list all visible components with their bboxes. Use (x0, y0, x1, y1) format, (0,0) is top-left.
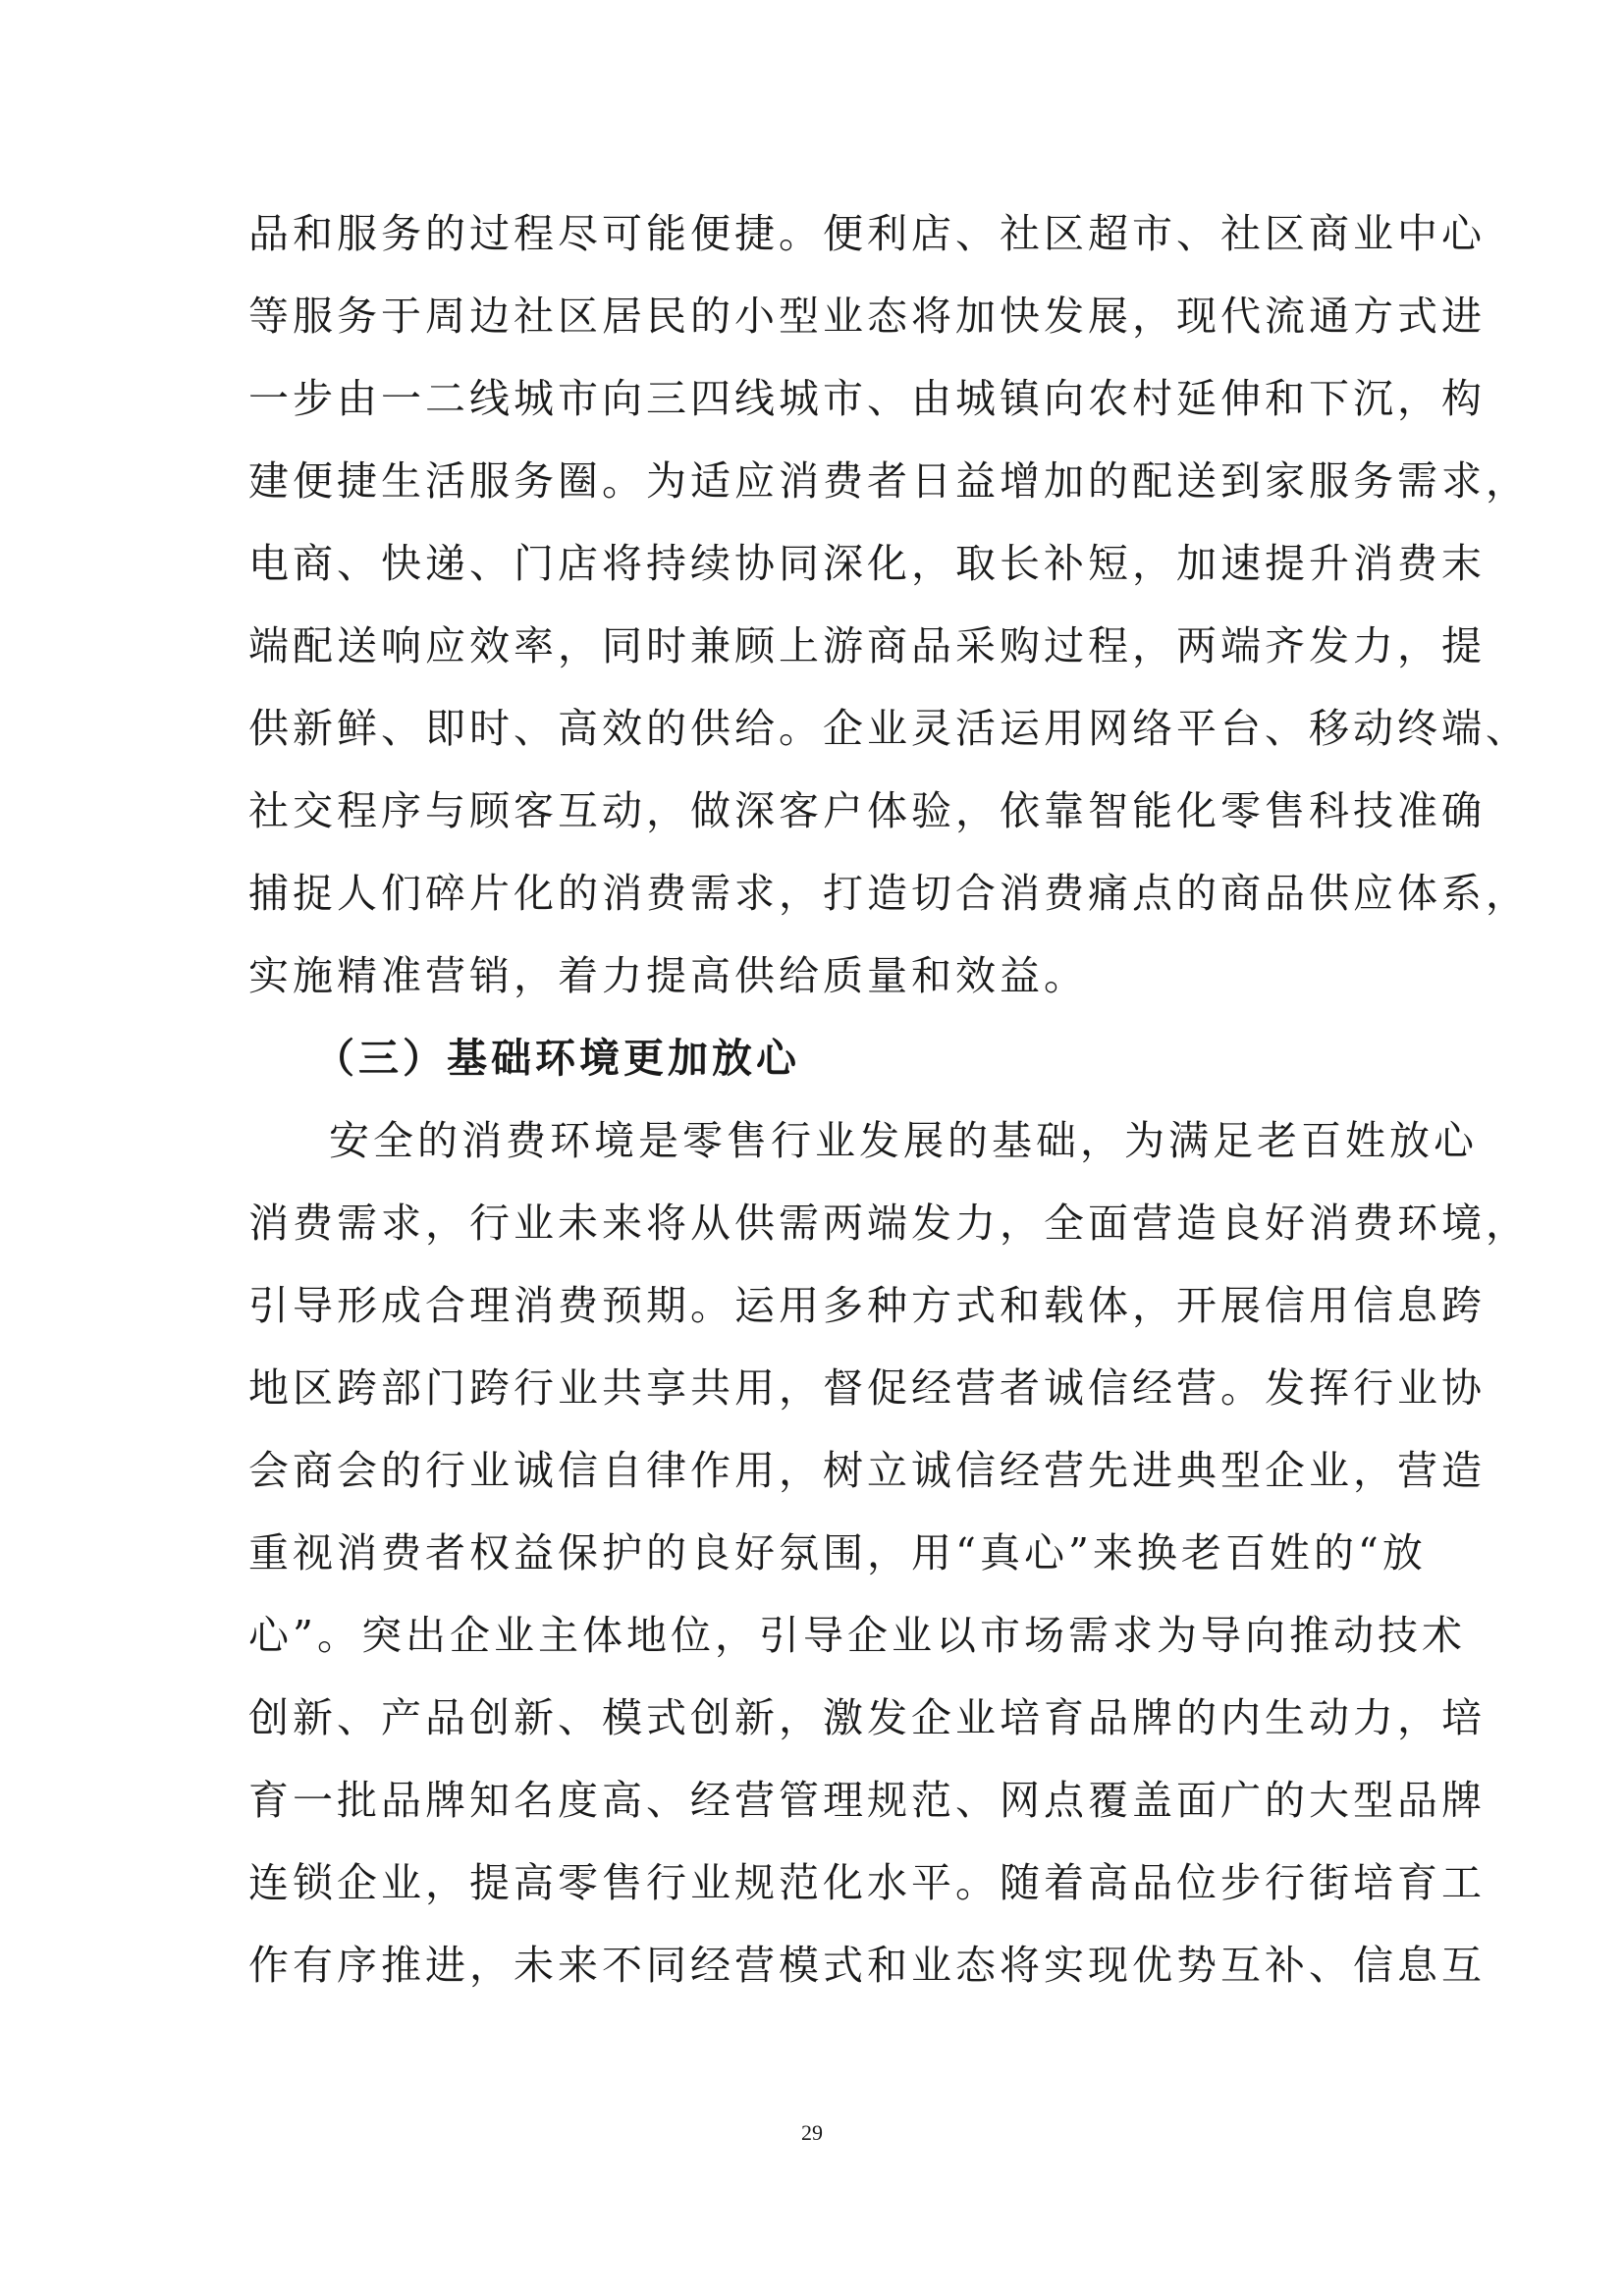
body-text-line: 消费需求，行业未来将从供需两端发力，全面营造良好消费环境， (248, 1200, 1530, 1247)
body-text-line: 地区跨部门跨行业共享共用，督促经营者诚信经营。发挥行业协 (248, 1364, 1486, 1412)
body-text-line: 实施精准营销，着力提高供给质量和效益。 (248, 952, 1088, 999)
body-text-line: 安全的消费环境是零售行业发展的基础，为满足老百姓放心 (329, 1117, 1478, 1164)
body-text-line: 品和服务的过程尽可能便捷。便利店、社区超市、社区商业中心 (248, 210, 1486, 257)
body-text-line: 一步由一二线城市向三四线城市、由城镇向农村延伸和下沉，构 (248, 375, 1486, 422)
section-heading: （三）基础环境更加放心 (314, 1035, 800, 1082)
body-text-line: 捕捉人们碎片化的消费需求，打造切合消费痛点的商品供应体系， (248, 870, 1530, 917)
body-text-line: 供新鲜、即时、高效的供给。企业灵活运用网络平台、移动终端、 (248, 705, 1530, 752)
body-text-line: 会商会的行业诚信自律作用，树立诚信经营先进典型企业，营造 (248, 1447, 1486, 1494)
body-text-line: 电商、快递、门店将持续协同深化，取长补短，加速提升消费末 (248, 540, 1486, 587)
body-text-line: 重视消费者权益保护的良好氛围，用“真心”来换老百姓的“放 (248, 1529, 1427, 1576)
body-text-line: 引导形成合理消费预期。运用多种方式和载体，开展信用信息跨 (248, 1282, 1486, 1329)
body-text-line: 育一批品牌知名度高、经营管理规范、网点覆盖面广的大型品牌 (248, 1777, 1486, 1824)
body-text-line: 端配送响应效率，同时兼顾上游商品采购过程，两端齐发力，提 (248, 622, 1486, 669)
body-text-line: 连锁企业，提高零售行业规范化水平。随着高品位步行街培育工 (248, 1859, 1486, 1906)
body-text-line: 作有序推进，未来不同经营模式和业态将实现优势互补、信息互 (248, 1942, 1486, 1989)
body-text-line: 创新、产品创新、模式创新，激发企业培育品牌的内生动力，培 (248, 1694, 1486, 1741)
body-text-line: 心”。突出企业主体地位，引导企业以市场需求为导向推动技术 (248, 1612, 1466, 1659)
page-number: 29 (801, 2120, 823, 2145)
body-text-line: 建便捷生活服务圈。为适应消费者日益增加的配送到家服务需求， (248, 457, 1530, 505)
body-text-line: 社交程序与顾客互动，做深客户体验，依靠智能化零售科技准确 (248, 787, 1486, 834)
body-text-line: 等服务于周边社区居民的小型业态将加快发展，现代流通方式进 (248, 293, 1486, 340)
